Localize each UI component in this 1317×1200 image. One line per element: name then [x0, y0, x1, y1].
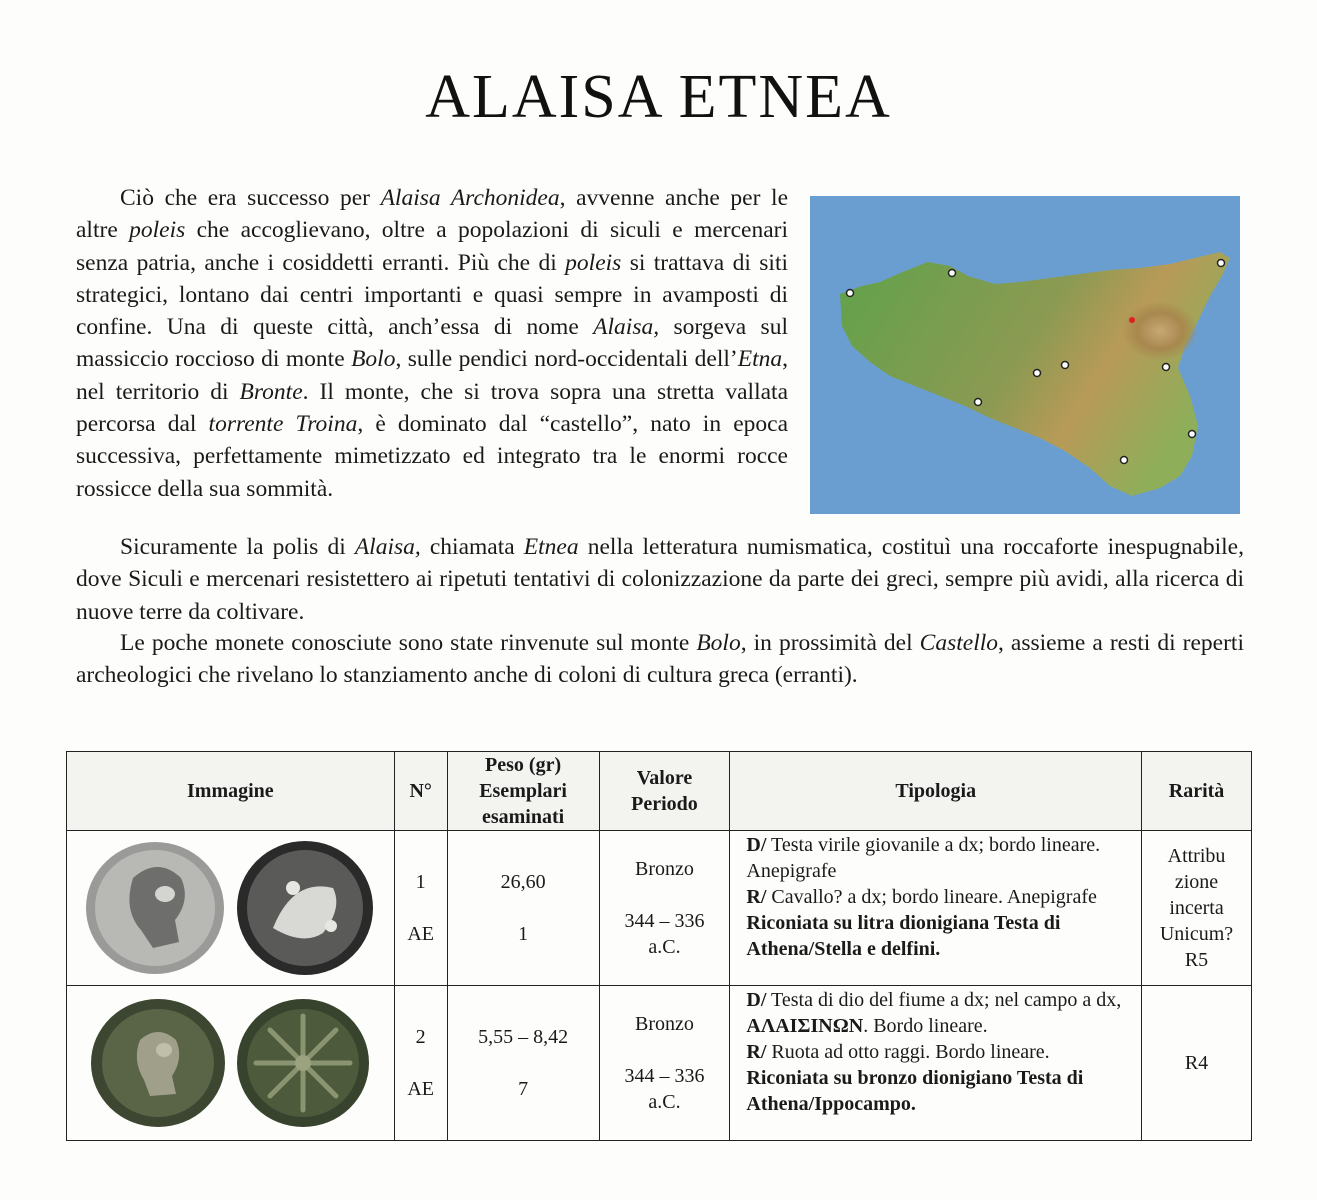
coin-value-2: Bronzo 344 – 336 a.C.	[599, 986, 730, 1141]
paragraph-polis: Sicuramente la polis di Alaisa, chiamata Etnea nella letteratura numismatica, costituì una roccaforte inespugnabile, dove Siculi e mercenari resistettero ai ripetuti tentativi di colonizzazione da parte dei greci, sempre più avidi, alla ricerca di nuove terre da coltivare.	[76, 534, 1244, 625]
table-header-row	[67, 752, 1252, 831]
header-weight: Peso (gr) Esemplari esaminati	[447, 752, 599, 831]
coin-reverse-image	[233, 996, 373, 1131]
coin-weight-2: 5,55 – 8,42 7	[447, 986, 599, 1141]
paragraph-intro: Ciò che era successo per Alaisa Archonidea, avvenne anche per le altre poleis che accoglievano, oltre a popolazioni di siculi e mercenari senza patria, anche i cosiddetti erranti. Più che di poleis si trattava di siti strategici, lontano dai centri importanti e quasi sempre in avamposti di confine. Una di queste città, anch’essa di nome Alaisa, sorgeva sul massiccio roccioso di monte Bolo, sulle pendici nord-occidentali dell’Etna, nel territorio di Bronte. Il monte, che si trova sopra una stretta vallata percorsa dal torrente Troina, è dominato dal “castello”, nato in epoca successiva, perfettamente mimetizzato ed integrato tra le enormi rocce rossicce della sua sommità.	[76, 185, 789, 502]
page-title: ALAISA ETNEA	[425, 63, 892, 131]
coin-typology-2: D/ Testa di dio del fiume a dx; nel campo a dx, ΑΛΑΙΣΙΝΩΝ. Bordo lineare. R/ Ruota ad otto raggi. Bordo lineare. Riconiata su bronzo dionigiano Testa di Athena/Ippocampo.	[730, 986, 1142, 1141]
header-value: Valore Periodo	[599, 752, 730, 831]
header-number: N°	[394, 752, 447, 831]
sicily-map-graphic	[810, 196, 1240, 514]
coin-weight-1: 26,60 1	[447, 831, 599, 986]
coin-reverse-image	[233, 838, 378, 978]
coin-images-2	[67, 986, 395, 1141]
header-image: Immagine	[67, 752, 395, 831]
coin-number-1: 1 AE	[394, 831, 447, 986]
coin-images-1	[67, 831, 395, 986]
coin-obverse-image	[88, 996, 228, 1131]
coin-number-2: 2 AE	[394, 986, 447, 1141]
coin-value-1: Bronzo 344 – 336 a.C.	[599, 831, 730, 986]
coin-typology-1: D/ Testa virile giovanile a dx; bordo lineare. Anepigrafe R/ Cavallo? a dx; bordo lineare. Anepigrafe Riconiata su litra dionigiana Testa di Athena/Stella e delfini.	[730, 831, 1142, 986]
sicily-map	[810, 196, 1240, 514]
coin-obverse-image	[83, 838, 228, 978]
coin-rarity-2: R4	[1142, 986, 1252, 1141]
table-row	[67, 986, 1252, 1141]
header-rarity: Rarità	[1142, 752, 1252, 831]
paragraph-coins: Le poche monete conosciute sono state rinvenute sul monte Bolo, in prossimità del Castello, assieme a resti di reperti archeologici che rivelano lo stanziamento anche di coloni di cultura greca (erranti).	[76, 630, 1244, 689]
header-typology: Tipologia	[730, 752, 1142, 831]
coin-rarity-1: Attribu zione incerta Unicum? R5	[1142, 831, 1252, 986]
table-row	[67, 831, 1252, 986]
coin-table	[66, 751, 1252, 1141]
